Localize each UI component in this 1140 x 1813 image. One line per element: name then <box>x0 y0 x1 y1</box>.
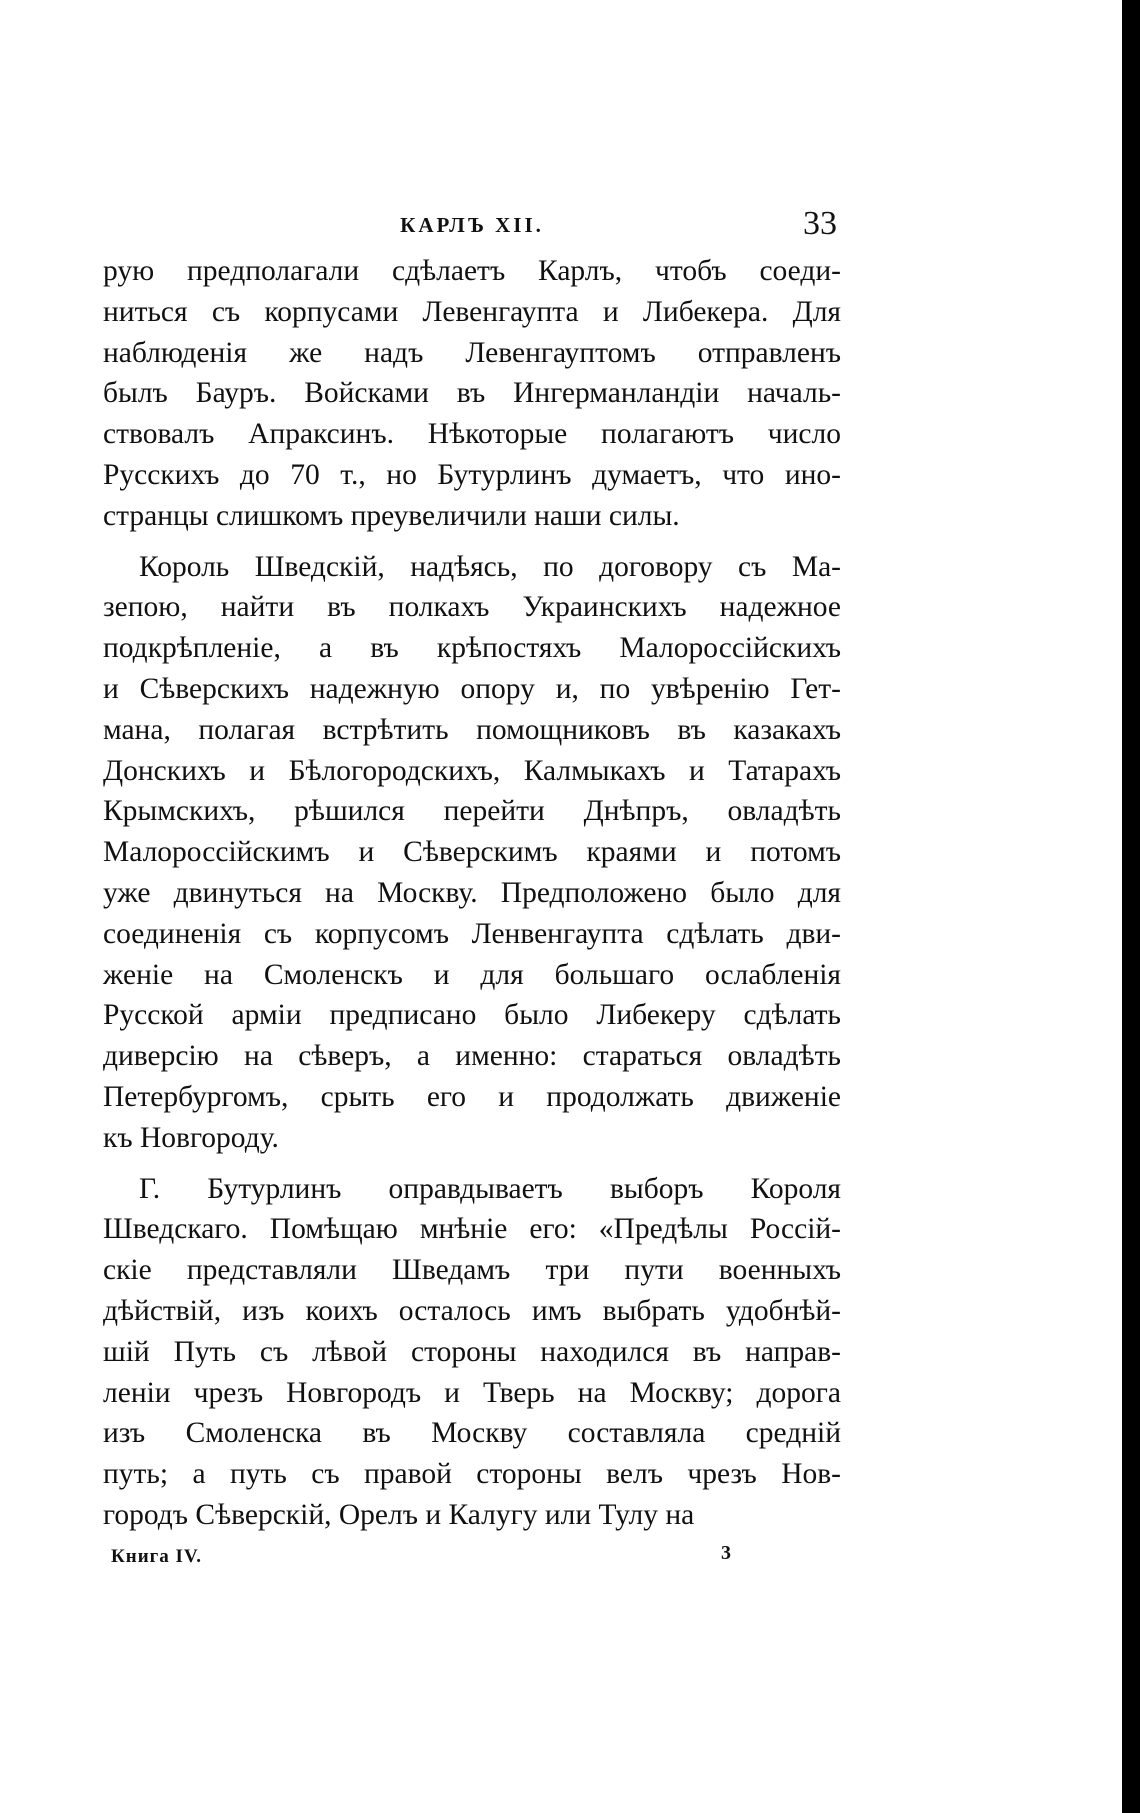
page-footer <box>103 1542 841 1576</box>
text-line: Малороссійскимъ и Сѣверскимъ краями и потомъ <box>103 836 841 869</box>
text-line: скіе представляли Шведамъ три пути военныхъ <box>103 1254 841 1287</box>
text-line: Русской арміи предписано было Либекеру сдѣлать <box>103 999 841 1032</box>
text-line: уже двинуться на Москву. Предположено было для <box>103 876 841 909</box>
text-line: рую предполагали сдѣлаетъ Карлъ, чтобъ соеди- <box>103 255 841 287</box>
text-line: странцы слишкомъ преувеличили наши силы. <box>103 499 680 532</box>
text-line: соединенія съ корпусомъ Ленвенгаупта сдѣлать дви- <box>103 917 841 950</box>
paragraph-gap <box>103 537 841 547</box>
text-line: дѣйствій, изъ коихъ осталось имъ выбрать удобнѣй- <box>103 1294 841 1327</box>
text-line: изъ Смоленска въ Москву составляла средній <box>103 1417 841 1450</box>
text-line: ствовалъ Апраксинъ. Нѣкоторые полагаютъ число <box>103 418 841 451</box>
paragraph <box>103 251 841 537</box>
paragraph-gap <box>103 1159 841 1169</box>
text-line: Г. Бутурлинъ оправдываетъ выборъ Короля <box>139 1172 841 1205</box>
running-head <box>103 205 841 249</box>
text-line: городъ Сѣверскій, Орелъ и Калугу или Тулу на <box>103 1498 695 1531</box>
text-line: женіе на Смоленскъ и для большаго ослабленія <box>103 958 841 991</box>
text-line: былъ Бауръ. Войсками въ Ингерманландіи началь- <box>103 377 841 410</box>
text-line: Крымскихъ, рѣшился перейти Днѣпръ, овладѣть <box>103 795 841 828</box>
text-line: ниться съ корпусами Левенгаупта и Либекера. Для <box>103 295 841 328</box>
text-line: зепою, найти въ полкахъ Украинскихъ надежное <box>103 591 841 624</box>
paragraph <box>103 1169 841 1536</box>
text-line: Донскихъ и Бѣлогородскихъ, Калмыкахъ и Татарахъ <box>103 754 841 787</box>
text-line: диверсію на сѣверъ, а именно: стараться овладѣть <box>103 1040 841 1073</box>
text-line: подкрѣпленіе, а въ крѣпостяхъ Малороссійскихъ <box>103 632 841 665</box>
text-line: шій Путь съ лѣвой стороны находился въ направ- <box>103 1335 841 1368</box>
text-line: путь; а путь съ правой стороны велъ чрезъ Нов- <box>103 1458 841 1491</box>
text-line: и Сѣверскихъ надежную опору и, по увѣренію Гет- <box>103 672 841 705</box>
body-text <box>103 251 841 1536</box>
signature-mark: Книга IV. <box>111 1545 202 1567</box>
text-line: Король Шведскій, надѣясь, по договору съ Ма- <box>139 550 841 583</box>
text-line: леніи чрезъ Новгородъ и Тверь на Москву; дорога <box>103 1376 841 1409</box>
text-line: мана, полагая встрѣтить помощниковъ въ казакахъ <box>103 713 841 746</box>
signature-number: 3 <box>721 1541 731 1564</box>
page-number: 33 <box>803 205 837 242</box>
text-line: Шведскаго. Помѣщаю мнѣніе его: «Предѣлы Россій- <box>103 1213 841 1246</box>
text-line: Русскихъ до 70 т., но Бутурлинъ думаетъ, что ино- <box>103 458 841 491</box>
book-page <box>103 205 841 1576</box>
scan-edge-border <box>1122 0 1140 1813</box>
text-line: къ Новгороду. <box>103 1121 279 1154</box>
running-title: КАРЛЪ XII. <box>400 213 544 237</box>
paragraph <box>103 547 841 1159</box>
text-line: наблюденія же надъ Левенгауптомъ отправленъ <box>103 336 841 369</box>
text-line: Петербургомъ, срыть его и продолжать движеніе <box>103 1080 841 1113</box>
